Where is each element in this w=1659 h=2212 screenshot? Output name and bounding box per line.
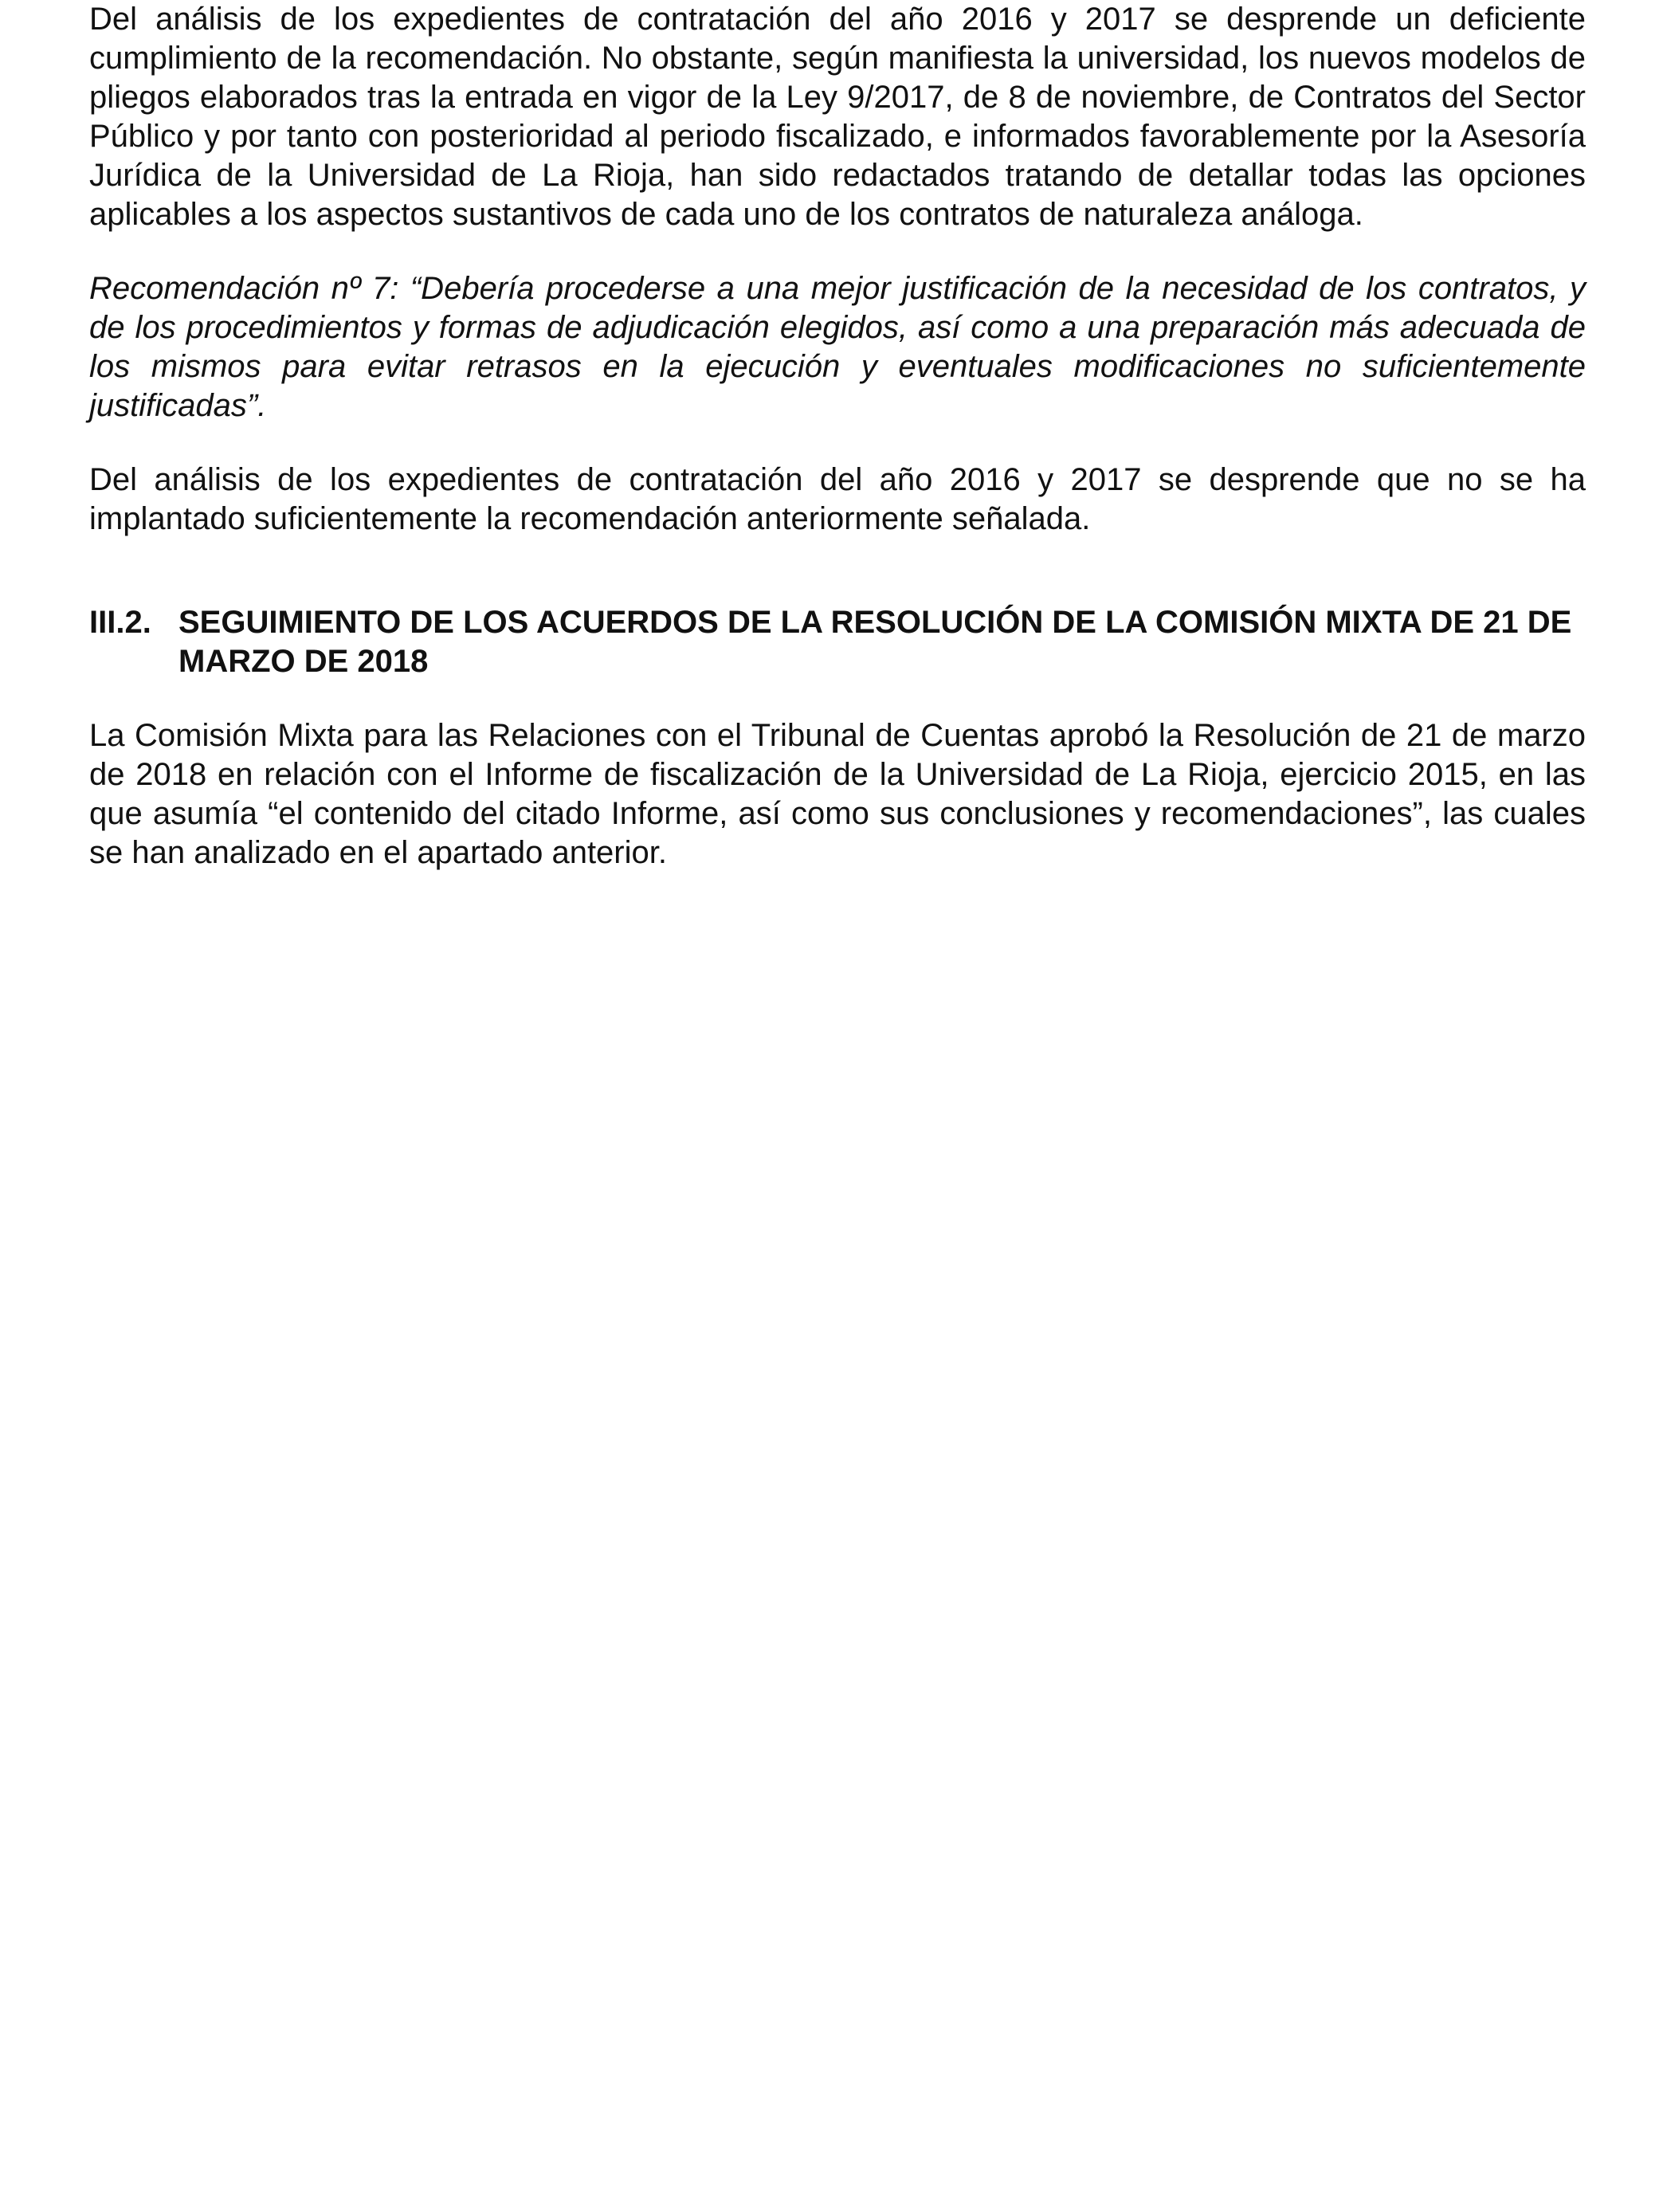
paragraph-recommendation-not-implemented: Del análisis de los expedientes de contratación del año 2016 y 2017 se desprende que no se ha implantado suficientemente la recomendación anteriormente señalada.: [89, 462, 1586, 536]
section-heading: [89, 603, 1586, 681]
paragraph-contract-analysis-2016-2017: Del análisis de los expedientes de contratación del año 2016 y 2017 se desprende un deficiente cumplimiento de la recomendación. No obstante, según manifiesta la universidad, los nuevos modelos de pliegos elaborados tras la entrada en vigor de la Ley 9/2017, de 8 de noviembre, de Contratos del Sector Público y por tanto con posterioridad al periodo fiscalizado, e informados favorablemente por la Asesoría Jurídica de la Universidad de La Rioja, han sido redactados tratando de detallar todas las opciones aplicables a los aspectos sustantivos de cada uno de los contratos de naturaleza análoga.: [89, 2, 1586, 232]
paragraph-comision-mixta: La Comisión Mixta para las Relaciones con el Tribunal de Cuentas aprobó la Resolución de 21 de marzo de 2018 en relación con el Informe de fiscalización de la Universidad de La Rioja, ejercicio 2015, en las que asumía “el contenido del citado Informe, así como sus conclusiones y recomendaciones”, las cuales se han analizado en el apartado anterior.: [89, 718, 1586, 870]
recommendation-7: Recomendación nº 7: “Debería procederse a una mejor justificación de la necesidad de los contratos, y de los procedimientos y formas de adjudicación elegidos, así como a una preparación más adecuada de los mismos para evitar retrasos en la ejecución y eventuales modificaciones no suficientemente justificadas”.: [89, 271, 1586, 423]
section-number: III.2.: [89, 605, 151, 640]
section-title: SEGUIMIENTO DE LOS ACUERDOS DE LA RESOLUCIÓN DE LA COMISIÓN MIXTA DE 21 DE MARZO DE 2018: [178, 605, 1572, 679]
document-page: [89, 0, 1586, 873]
